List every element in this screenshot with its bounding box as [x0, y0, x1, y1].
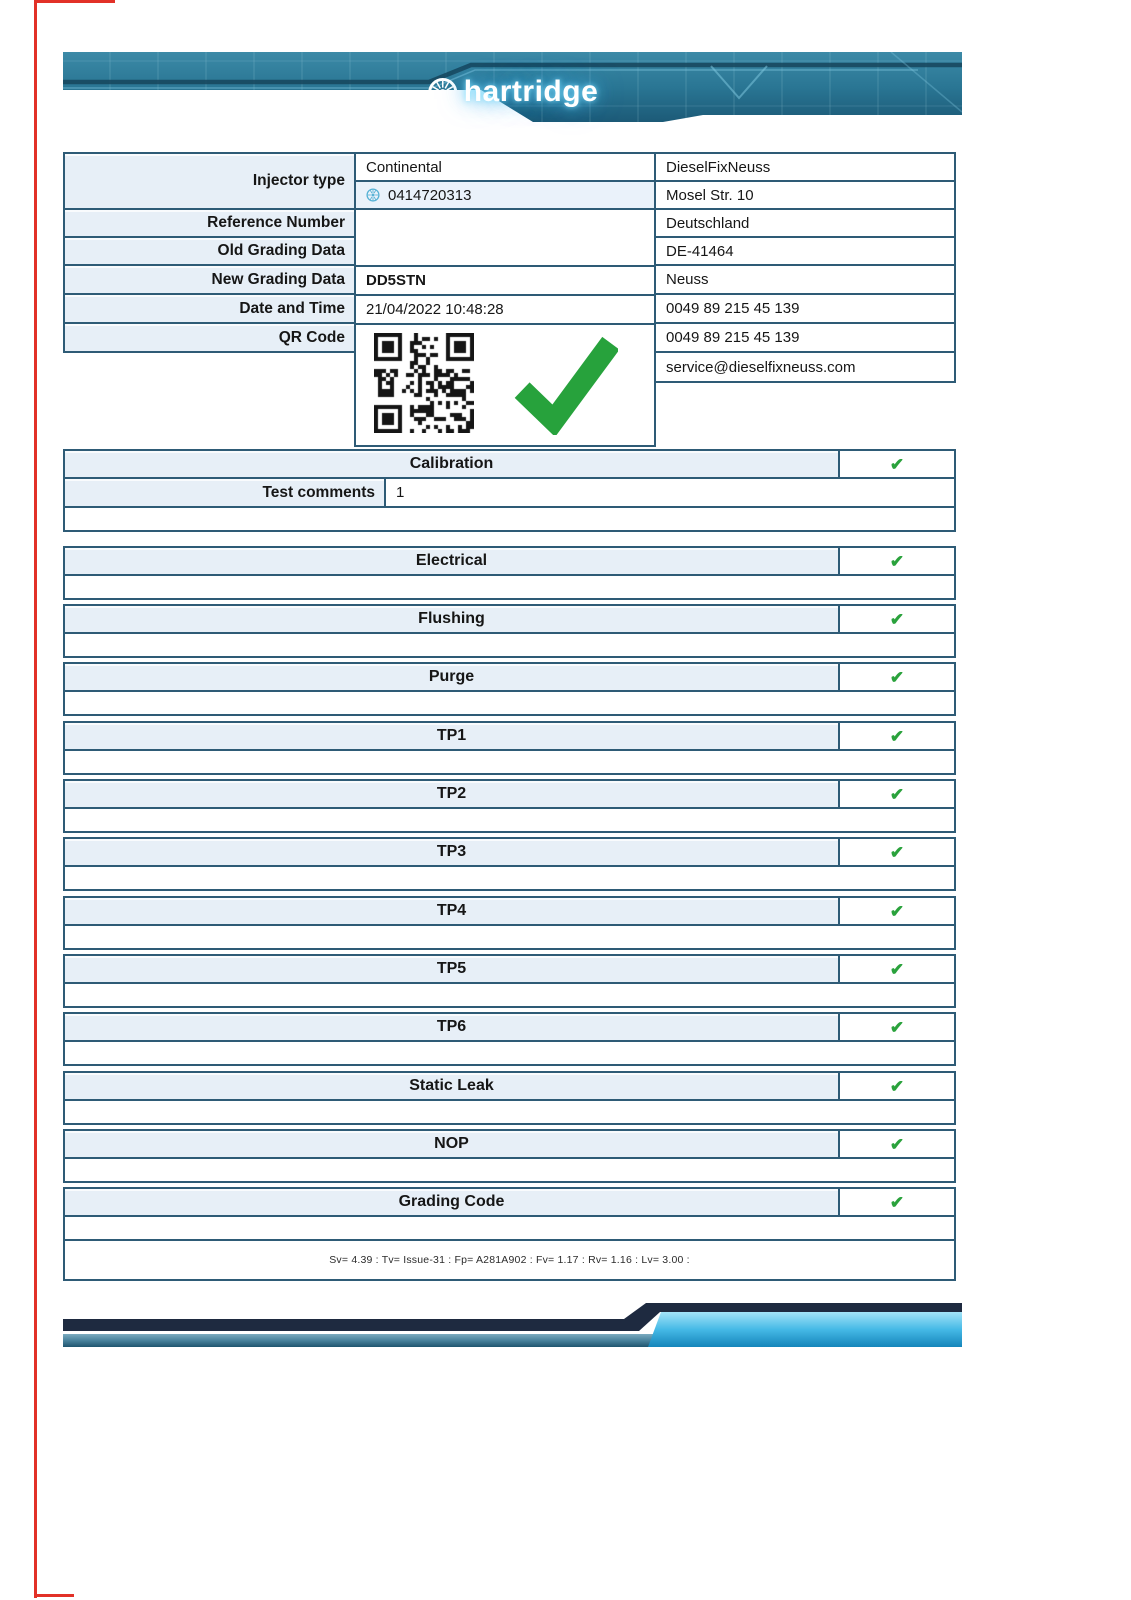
test-section-nop-result-row — [63, 1157, 956, 1183]
wheel-icon — [427, 77, 458, 108]
workshop-street: Mosel Str. 10 — [654, 180, 956, 210]
test-section-calibration: Calibration — [63, 449, 840, 479]
check-icon: ✔ — [889, 551, 905, 571]
check-icon: ✔ — [889, 1134, 905, 1154]
test-section-static-leak-result-row — [63, 1099, 956, 1125]
date-time-label: Date and Time — [63, 293, 356, 324]
workshop-email: service@dieselfixneuss.com — [654, 351, 956, 383]
qr-code-cell — [354, 323, 656, 447]
brand-name: hartridge — [463, 75, 599, 108]
check-icon: ✔ — [889, 454, 905, 474]
check-icon: ✔ — [889, 1017, 905, 1037]
test-section-tp2: TP2 — [63, 779, 840, 809]
date-time-value: 21/04/2022 10:48:28 — [354, 294, 656, 325]
check-icon: ✔ — [889, 1192, 905, 1212]
test-section-tp5: TP5 — [63, 954, 840, 984]
test-section-tp1: TP1 — [63, 721, 840, 751]
header-banner — [63, 52, 962, 122]
injector-serial-text: 0414720313 — [388, 186, 472, 204]
test-section-purge: Purge — [63, 662, 840, 692]
test-section-tp1-result-row — [63, 749, 956, 775]
check-icon: ✔ — [889, 784, 905, 804]
test-section-purge-result-row — [63, 690, 956, 716]
check-icon: ✔ — [889, 667, 905, 687]
workshop-city: Neuss — [654, 264, 956, 295]
check-icon: ✔ — [889, 901, 905, 921]
footer-banner — [63, 1303, 962, 1350]
test-section-tp5-result-row — [63, 982, 956, 1008]
test-section-grading-code-status — [838, 1187, 956, 1217]
test-section-flushing-result-row — [63, 632, 956, 658]
test-section-tp4: TP4 — [63, 896, 840, 926]
test-section-tp1-status — [838, 721, 956, 751]
injector-make-value: Continental — [354, 152, 656, 182]
new-grading-value: DD5STN — [354, 265, 656, 296]
qr-code-image — [374, 333, 474, 433]
test-section-flushing: Flushing — [63, 604, 840, 634]
test-comments-empty-row — [63, 506, 956, 532]
test-section-tp3-result-row — [63, 865, 956, 891]
test-section-tp6-result-row — [63, 1040, 956, 1066]
test-section-grading-code: Grading Code — [63, 1187, 840, 1217]
test-section-calibration-status — [838, 449, 956, 479]
check-icon: ✔ — [889, 726, 905, 746]
check-icon: ✔ — [889, 842, 905, 862]
test-section-purge-status — [838, 662, 956, 692]
footer-graphic — [63, 1303, 962, 1350]
workshop-country: Deutschland — [654, 208, 956, 238]
test-comments-label: Test comments — [63, 477, 386, 508]
qr-verified-check-icon — [514, 333, 618, 435]
test-section-nop-status — [838, 1129, 956, 1159]
small-wheel-icon — [366, 188, 380, 202]
test-section-tp2-result-row — [63, 807, 956, 833]
test-section-tp2-status — [838, 779, 956, 809]
hartridge-logo — [427, 75, 599, 109]
reference-number-label: Reference Number — [63, 208, 356, 238]
test-section-static-leak-status — [838, 1071, 956, 1101]
test-section-grading-code-result-row — [63, 1215, 956, 1241]
test-comments-value: 1 — [384, 477, 956, 508]
test-section-electrical: Electrical — [63, 546, 840, 576]
workshop-phone-1: 0049 89 215 45 139 — [654, 293, 956, 324]
test-section-tp4-result-row — [63, 924, 956, 950]
qr-code-label: QR Code — [63, 322, 356, 353]
scan-mark-left — [34, 0, 37, 1598]
check-icon: ✔ — [889, 1076, 905, 1096]
test-section-tp6-status — [838, 1012, 956, 1042]
test-section-flushing-status — [838, 604, 956, 634]
test-section-nop: NOP — [63, 1129, 840, 1159]
test-section-static-leak: Static Leak — [63, 1071, 840, 1101]
injector-type-label: Injector type — [63, 152, 356, 210]
scan-mark-bottom — [34, 1594, 74, 1597]
new-grading-label: New Grading Data — [63, 264, 356, 295]
reference-number-value — [354, 208, 656, 267]
test-section-tp5-status — [838, 954, 956, 984]
test-section-tp3: TP3 — [63, 837, 840, 867]
version-line: Sv= 4.39 : Tv= Issue-31 : Fp= A281A902 : Fv= 1.17 : Rv= 1.16 : Lv= 3.00 : — [329, 1254, 690, 1266]
injector-serial-value — [354, 180, 656, 210]
test-section-electrical-status — [838, 546, 956, 576]
workshop-phone-2: 0049 89 215 45 139 — [654, 322, 956, 353]
workshop-postal-code: DE-41464 — [654, 236, 956, 266]
workshop-name: DieselFixNeuss — [654, 152, 956, 182]
old-grading-label: Old Grading Data — [63, 236, 356, 266]
check-icon: ✔ — [889, 959, 905, 979]
test-section-tp3-status — [838, 837, 956, 867]
test-section-tp4-status — [838, 896, 956, 926]
scan-mark-top — [34, 0, 115, 3]
check-icon: ✔ — [889, 609, 905, 629]
test-section-tp6: TP6 — [63, 1012, 840, 1042]
version-footer-row — [63, 1239, 956, 1281]
test-section-electrical-result-row — [63, 574, 956, 600]
